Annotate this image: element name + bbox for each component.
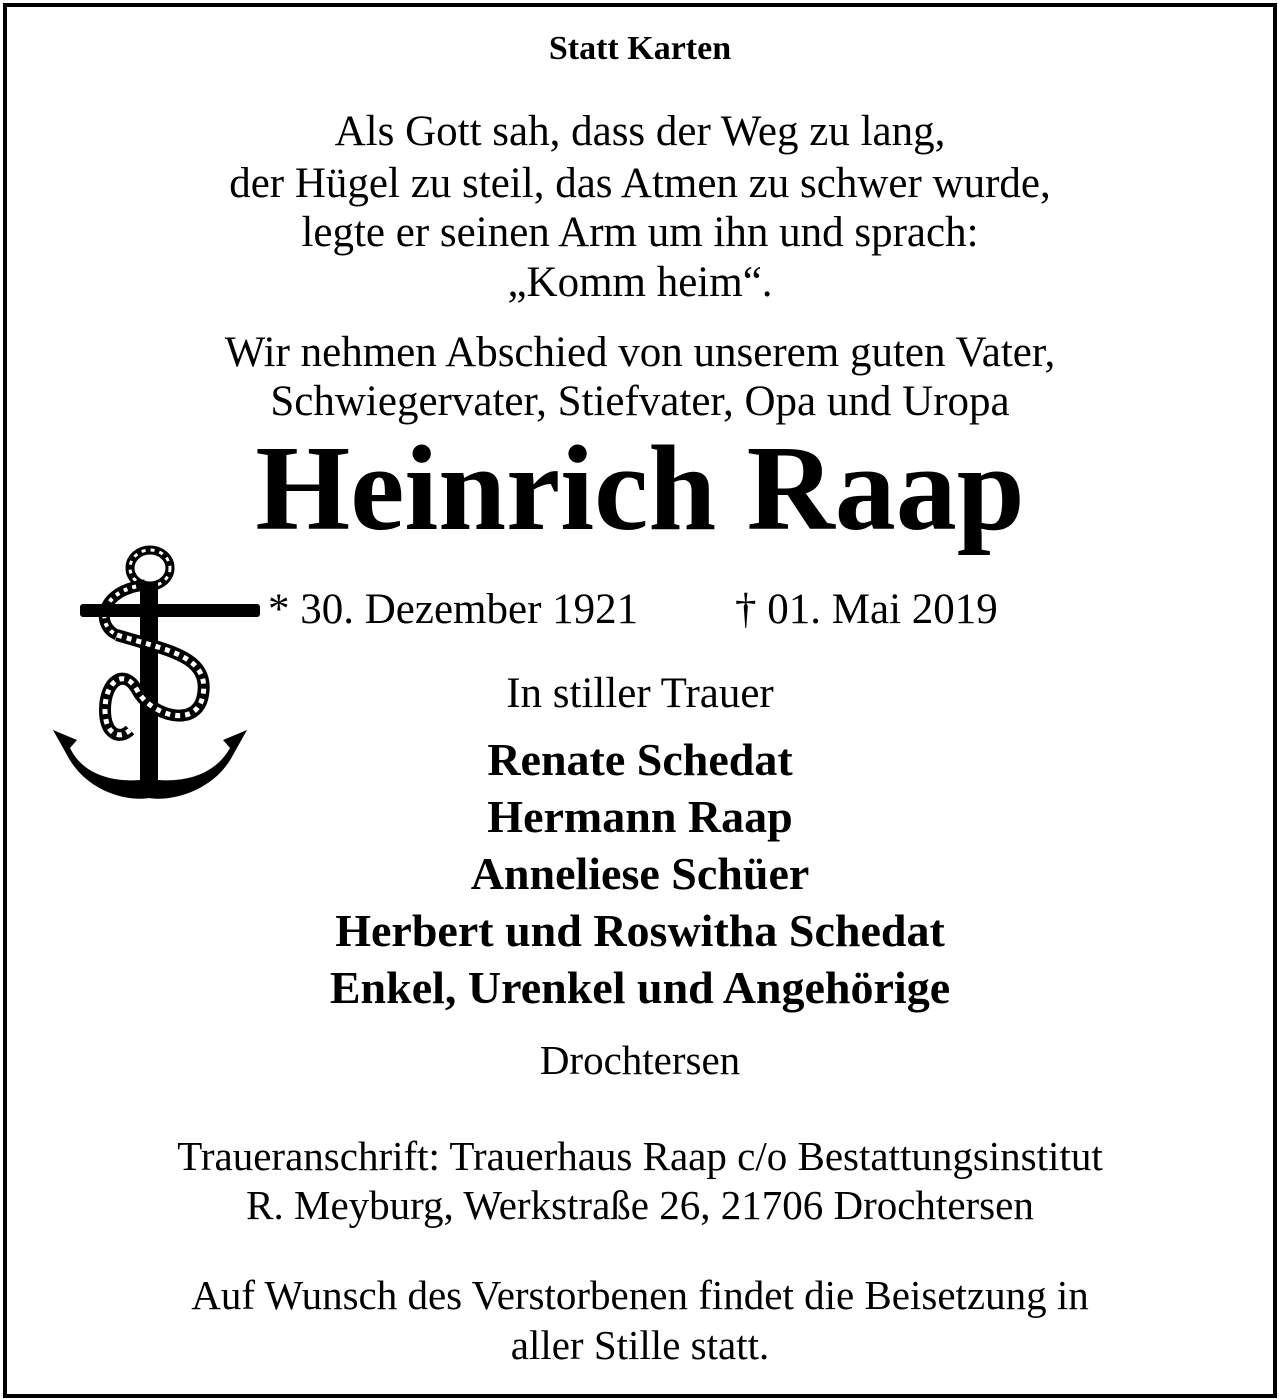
mourner-name: Hermann Raap (487, 791, 793, 842)
mourning-phrase: In stiller Trauer (506, 670, 774, 717)
burial-note: aller Stille statt. (510, 1322, 770, 1368)
poem-line: „Komm heim“. (507, 259, 773, 306)
address-line: R. Meyburg, Werkstraße 26, 21706 Drochtersen (246, 1182, 1034, 1228)
poem-line: legte er seinen Arm um ihn und sprach: (301, 209, 979, 256)
poem-line: Als Gott sah, dass der Weg zu lang, (334, 108, 946, 155)
death-date: † 01. Mai 2019 (735, 586, 998, 633)
birth-date: * 30. Dezember 1921 (268, 586, 639, 633)
mourner-name: Renate Schedat (487, 734, 793, 785)
place-name: Drochtersen (539, 1037, 741, 1083)
burial-note: Auf Wunsch des Verstorbenen findet die Beisetzung in (191, 1272, 1089, 1318)
address-line: Traueranschrift: Trauerhaus Raap c/o Bestattungsinstitut (177, 1133, 1103, 1179)
intro-line: Schwiegervater, Stiefvater, Opa und Uropa (270, 378, 1010, 425)
intro-line: Wir nehmen Abschied von unserem guten Vater, (224, 329, 1056, 376)
mourner-name: Anneliese Schüer (470, 848, 810, 899)
deceased-name: Heinrich Raap (255, 421, 1025, 556)
notice-header: Statt Karten (548, 30, 732, 67)
mourner-name: Herbert und Roswitha Schedat (335, 905, 945, 956)
poem-line: der Hügel zu steil, das Atmen zu schwer wurde, (229, 160, 1051, 207)
mourner-name: Enkel, Urenkel und Angehörige (329, 962, 951, 1013)
